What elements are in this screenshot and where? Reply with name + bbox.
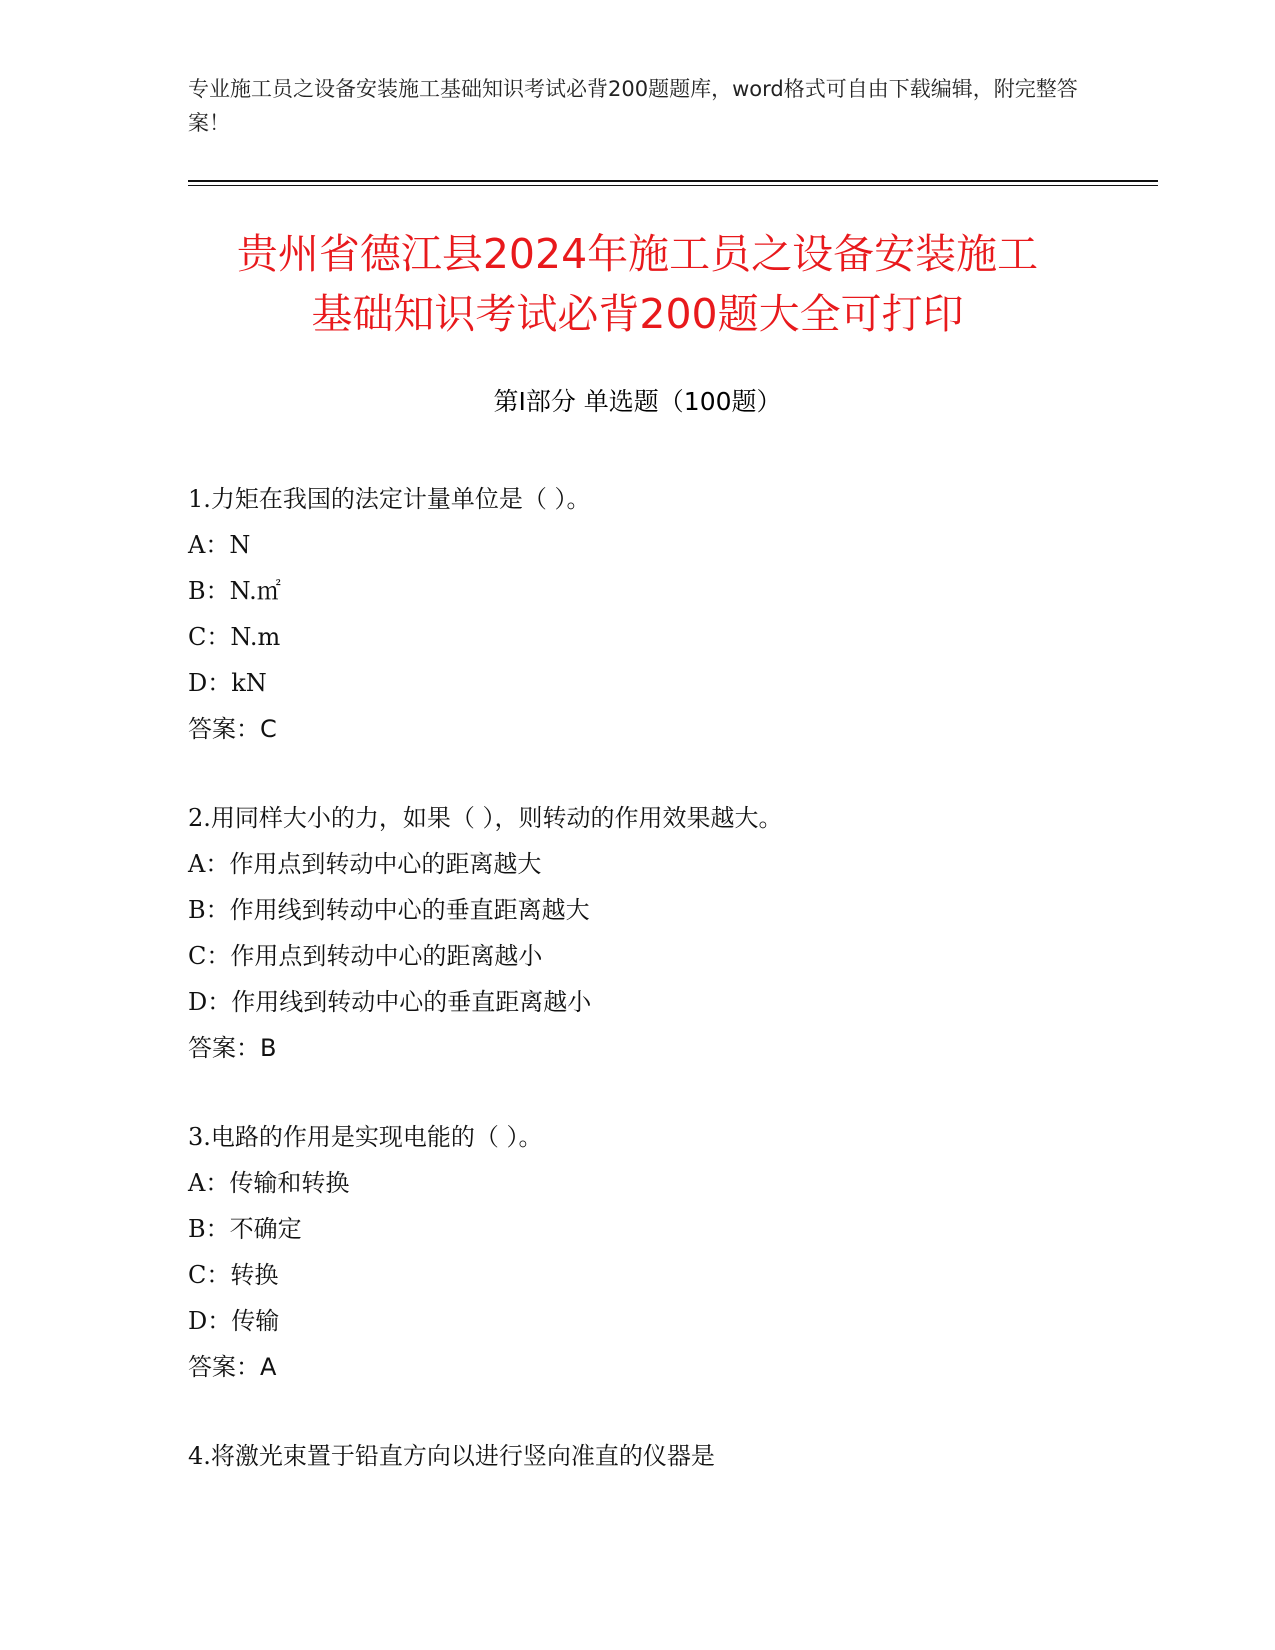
option-b: B：作用线到转动中心的垂直距离越大 <box>188 896 590 924</box>
question-stem: 4.将激光束置于铅直方向以进行竖向准直的仪器是 <box>188 1442 715 1470</box>
option-b: B：N.㎡ <box>188 577 281 605</box>
question-list <box>188 476 1148 1522</box>
question-3 <box>188 1114 1148 1390</box>
document-title-line-1: 贵州省德江县2024年施工员之设备安装施工 <box>236 230 1039 278</box>
question-2 <box>188 795 1148 1071</box>
option-a: A：传输和转换 <box>188 1169 350 1197</box>
answer: 答案：B <box>188 1034 277 1062</box>
section-heading: 第Ⅰ部分 单选题（100题） <box>493 387 782 416</box>
header-divider <box>188 180 1158 182</box>
option-a: A：N <box>188 531 251 559</box>
option-b: B：不确定 <box>188 1215 302 1243</box>
question-4 <box>188 1433 1148 1479</box>
question-stem: 3.电路的作用是实现电能的（ ）。 <box>188 1123 543 1151</box>
question-stem: 1.力矩在我国的法定计量单位是（ ）。 <box>188 485 591 513</box>
header-note: 专业施工员之设备安装施工基础知识考试必背200题题库，word格式可自由下载编辑，附完整答案！ <box>188 77 1078 135</box>
question-stem: 2.用同样大小的力，如果（ ），则转动的作用效果越大。 <box>188 804 783 832</box>
option-c: C：N.m <box>188 623 281 651</box>
document-title <box>160 224 1115 344</box>
answer: 答案：C <box>188 715 277 743</box>
option-c: C：转换 <box>188 1261 279 1289</box>
option-a: A：作用点到转动中心的距离越大 <box>188 850 542 878</box>
option-d: D：作用线到转动中心的垂直距离越小 <box>188 988 592 1016</box>
answer: 答案：A <box>188 1353 277 1381</box>
option-d: D：传输 <box>188 1307 280 1335</box>
option-d: D：kN <box>188 669 267 697</box>
header-divider-thin <box>188 185 1158 186</box>
question-1 <box>188 476 1148 752</box>
option-c: C：作用点到转动中心的距离越小 <box>188 942 543 970</box>
document-title-line-2: 基础知识考试必背200题大全可打印 <box>311 290 964 338</box>
